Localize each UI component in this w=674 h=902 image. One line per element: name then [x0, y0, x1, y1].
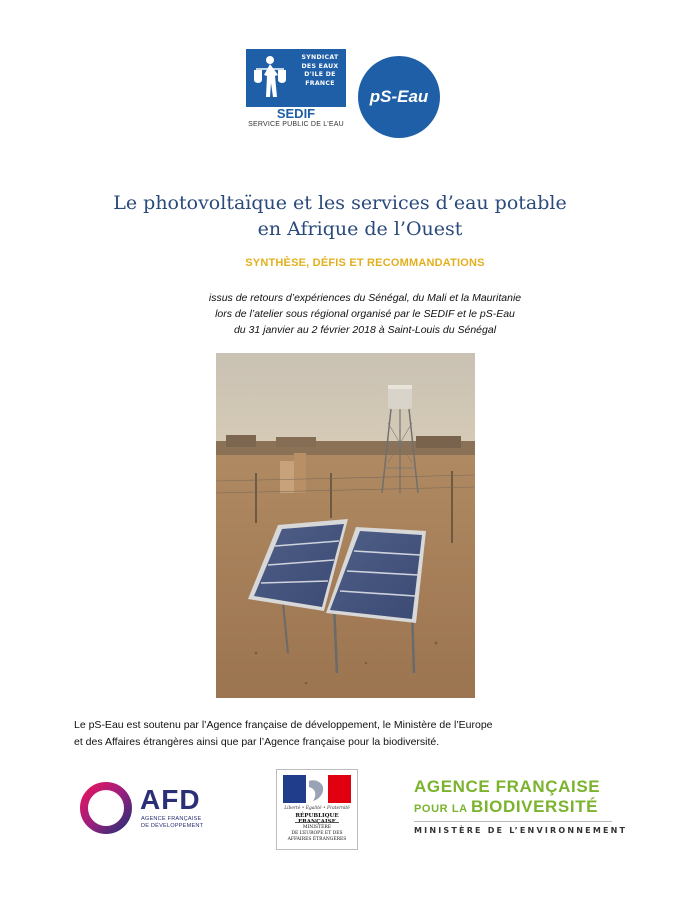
afd-sub-line: DE DÉVELOPPEMENT	[141, 823, 204, 829]
afd-ring-icon	[78, 780, 134, 836]
sedif-tagline: SERVICE PUBLIC DE L'EAU	[248, 121, 344, 128]
republique-motto: Liberté • Égalité • Fraternité	[284, 806, 350, 811]
intro-line: issus de retours d’expériences du Sénégal, du Mali et la Mauritanie	[208, 292, 522, 304]
afb-line-2	[414, 797, 598, 817]
afb-line-2-prefix: POUR LA	[414, 803, 471, 815]
ministry-line: MINISTÈRE	[302, 825, 332, 830]
funding-line: Le pS-Eau est soutenu par l’Agence française de développement, le Ministère de l’Europe	[74, 719, 493, 731]
ministry-line: AFFAIRES ÉTRANGÈRES	[287, 837, 347, 842]
sedif-logo-box	[246, 49, 346, 107]
marianne-flag-icon	[283, 775, 351, 803]
sedif-box-line: SYNDICAT	[301, 54, 339, 61]
ministry-name	[279, 825, 355, 843]
sedif-box-line: FRANCE	[305, 79, 335, 87]
document-intro	[120, 290, 610, 338]
water-carrier-icon	[250, 53, 290, 103]
sedif-name: SEDIF	[246, 107, 346, 120]
afd-subtitle	[141, 816, 221, 830]
afd-logo	[78, 780, 218, 838]
afb-logo	[414, 775, 628, 841]
afd-name: AFD	[140, 784, 201, 815]
funding-statement	[74, 717, 614, 751]
afb-divider	[414, 821, 612, 822]
republique-name: RÉPUBLIQUE FRANÇAISE	[295, 813, 339, 825]
intro-line: du 31 janvier au 2 février 2018 à Saint-Louis du Sénégal	[233, 324, 497, 336]
solar-panels-photo	[216, 353, 475, 698]
afb-line-1: AGENCE FRANÇAISE	[414, 777, 601, 796]
title-line-1: Le photovoltaïque et les services d’eau potable	[113, 192, 567, 214]
sedif-box-line: DES EAUX	[301, 62, 339, 70]
sedif-box-line: D'ILE DE	[304, 71, 336, 79]
republique-divider	[295, 822, 339, 823]
intro-line: lors de l’atelier sous régional organisé par le SEDIF et le pS-Eau	[215, 308, 515, 320]
funding-line: et des Affaires étrangères ainsi que par l’Agence française pour la biodiversité.	[74, 736, 440, 748]
afd-sub-line: AGENCE FRANÇAISE	[141, 816, 202, 822]
afb-ministry: MINISTÈRE DE L’ENVIRONNEMENT	[414, 826, 628, 835]
sedif-box-text	[296, 54, 344, 88]
republique-francaise-logo	[276, 769, 358, 850]
title-line-2: en Afrique de l’Ouest	[257, 218, 463, 240]
document-title	[100, 190, 580, 242]
afb-line-2-main: BIODIVERSITÉ	[470, 797, 599, 816]
pseau-logo: pS-Eau	[358, 56, 440, 138]
ministry-line: DE L’EUROPE ET DES	[291, 831, 343, 836]
sedif-logo	[246, 49, 346, 133]
document-subtitle: SYNTHÈSE, DÉFIS ET RECOMMANDATIONS	[245, 257, 485, 269]
